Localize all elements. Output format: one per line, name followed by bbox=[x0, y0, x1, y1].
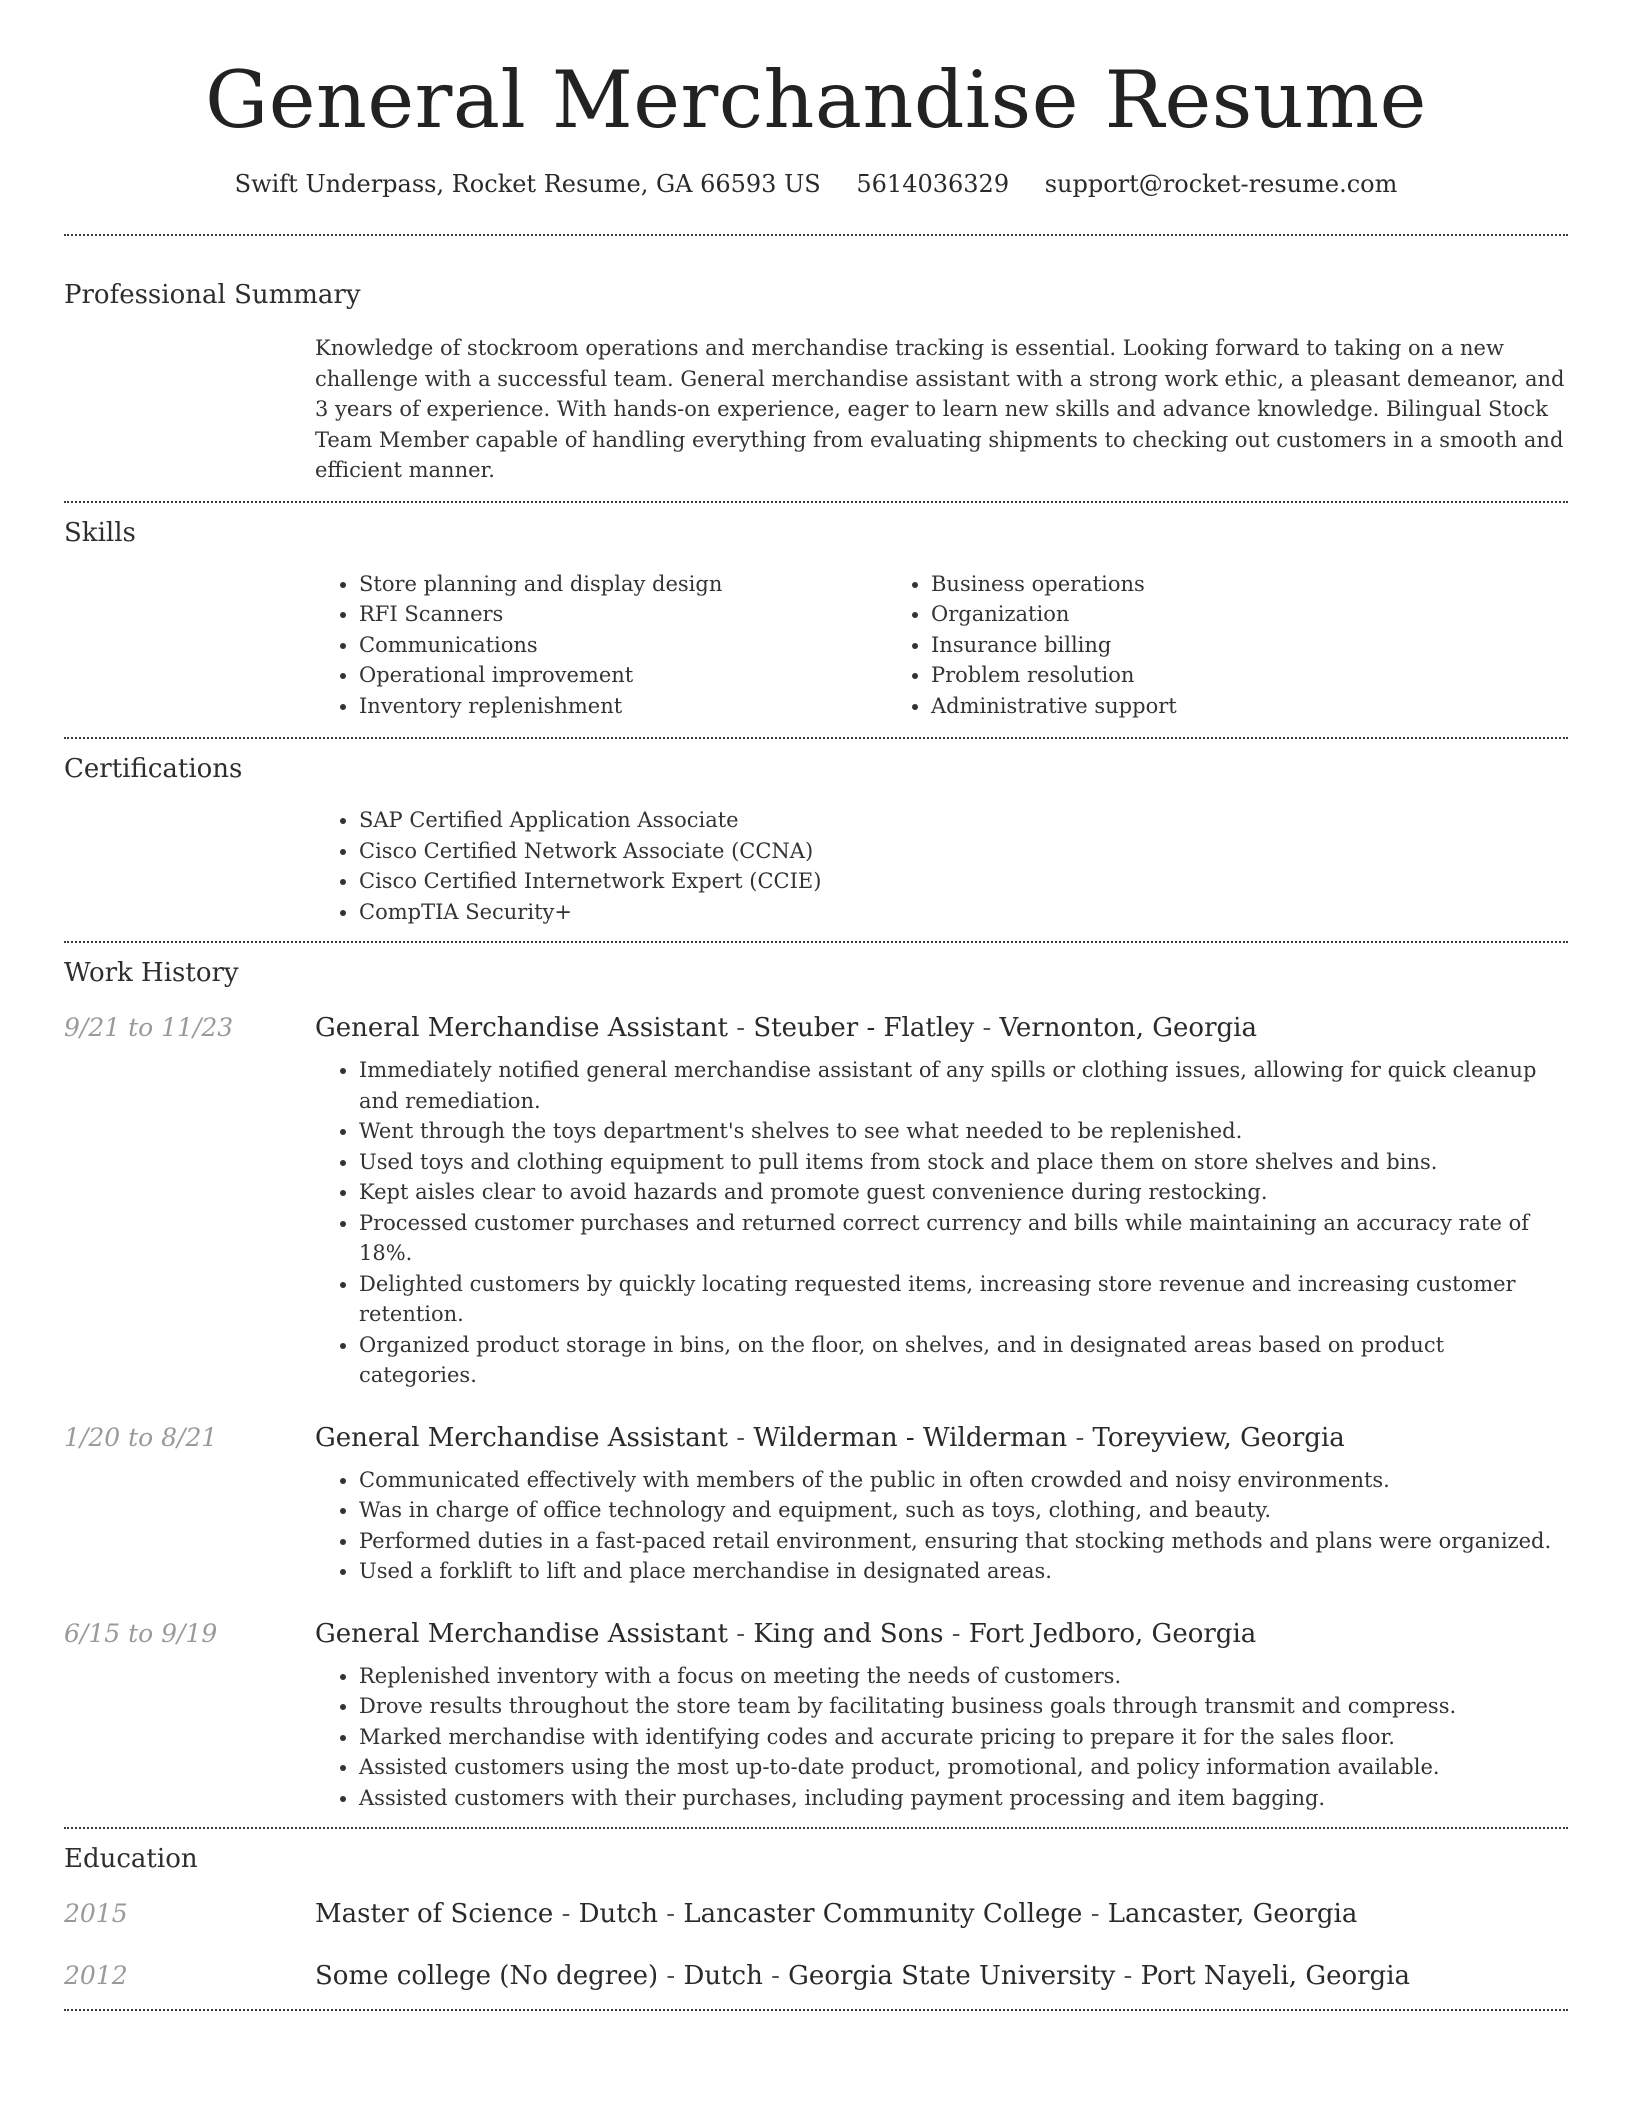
skill-item: • Administrative support bbox=[931, 691, 1459, 722]
section-divider bbox=[64, 2009, 1568, 2011]
job-bullet: • Was in charge of office technology and equipment, such as toys, clothing, and beauty. bbox=[359, 1495, 1568, 1526]
education-school: Georgia State University bbox=[788, 1961, 1116, 1991]
skills-heading: Skills bbox=[64, 517, 136, 548]
resume-page bbox=[64, 0, 1568, 2011]
job-bullet: • Processed customer purchases and returned correct currency and bills while maintaining an accuracy rate of 18%. bbox=[359, 1208, 1568, 1269]
job-bullet: • Marked merchandise with identifying codes and accurate pricing to prepare it for the sales floor. bbox=[359, 1722, 1568, 1753]
skills-list bbox=[315, 569, 1568, 722]
job-dates: 1/20 to 8/21 bbox=[64, 1422, 218, 1452]
job-bullet: • Performed duties in a fast-paced retail environment, ensuring that stocking methods and plans were organized. bbox=[359, 1526, 1568, 1557]
job-bullet: • Immediately notified general merchandise assistant of any spills or clothing issues, allowing for quick cleanup and remediation. bbox=[359, 1055, 1568, 1116]
summary-heading: Professional Summary bbox=[64, 280, 361, 310]
job-company: Steuber - Flatley bbox=[753, 1013, 975, 1043]
certifications-body bbox=[315, 805, 1568, 927]
contact-email: support@rocket-resume.com bbox=[1044, 170, 1398, 198]
job-bullet: • Used toys and clothing equipment to pull items from stock and place them on store shelves and bins. bbox=[359, 1147, 1568, 1178]
certifications-list bbox=[315, 805, 1568, 927]
job-bullet: • Assisted customers using the most up-to-date product, promotional, and policy information available. bbox=[359, 1752, 1568, 1783]
contact-line bbox=[64, 168, 1568, 200]
job-company: Wilderman - Wilderman bbox=[753, 1422, 1068, 1453]
job-details bbox=[315, 1055, 1568, 1391]
education-entry bbox=[64, 1961, 1568, 1991]
job-location: Vernonton, Georgia bbox=[999, 1013, 1257, 1043]
job-title-line: General Merchandise Assistant - Steuber - Flatley - Vernonton, Georgia bbox=[315, 1013, 1257, 1043]
job-header bbox=[64, 1013, 1568, 1043]
skill-item: • Operational improvement bbox=[359, 660, 887, 691]
job-details bbox=[315, 1661, 1568, 1814]
job-bullet: • Communicated effectively with members of the public in often crowded and noisy environments. bbox=[359, 1465, 1568, 1496]
work-history-heading: Work History bbox=[64, 958, 239, 988]
job-title-line: General Merchandise Assistant - Wilderman - Wilderman - Toreyview, Georgia bbox=[315, 1422, 1345, 1453]
job-location: Toreyview, Georgia bbox=[1092, 1422, 1345, 1453]
education-degree: Some college (No degree) bbox=[315, 1961, 659, 1991]
education-title-line: Some college (No degree) - Dutch - Georgia State University - Port Nayeli, Georgia bbox=[315, 1961, 1411, 1991]
job-dates: 9/21 to 11/23 bbox=[64, 1013, 234, 1042]
job-role: General Merchandise Assistant bbox=[315, 1618, 729, 1649]
education-title-line: Master of Science - Dutch - Lancaster Community College - Lancaster, Georgia bbox=[315, 1899, 1358, 1929]
skill-item: • RFI Scanners bbox=[359, 599, 887, 630]
skills-column-right bbox=[887, 569, 1459, 722]
contact-address: Swift Underpass, Rocket Resume, GA 66593 US bbox=[234, 170, 821, 198]
job-bullet: • Kept aisles clear to avoid hazards and promote guest convenience during restocking. bbox=[359, 1177, 1568, 1208]
education-entry bbox=[64, 1899, 1568, 1929]
certification-item: • Cisco Certified Internetwork Expert (CCIE) bbox=[359, 866, 1568, 897]
job-title-line: General Merchandise Assistant - King and Sons - Fort Jedboro, Georgia bbox=[315, 1618, 1257, 1649]
section-divider bbox=[64, 941, 1568, 943]
job-location: Fort Jedboro, Georgia bbox=[968, 1618, 1257, 1649]
education-field: Dutch bbox=[683, 1961, 763, 1991]
education-year: 2015 bbox=[64, 1899, 128, 1928]
resume-header bbox=[64, 0, 1568, 200]
skill-item: • Store planning and display design bbox=[359, 569, 887, 600]
education-field: Dutch bbox=[578, 1899, 658, 1929]
skill-item: • Business operations bbox=[931, 569, 1459, 600]
education-location: Lancaster, Georgia bbox=[1107, 1899, 1358, 1929]
education-degree: Master of Science bbox=[315, 1899, 554, 1929]
job-header bbox=[64, 1423, 1568, 1453]
section-divider bbox=[64, 1827, 1568, 1829]
job-bullet: • Drove results throughout the store team by facilitating business goals through transmit and compress. bbox=[359, 1691, 1568, 1722]
certifications-heading: Certifications bbox=[64, 754, 243, 784]
job-bullet: • Went through the toys department's shelves to see what needed to be replenished. bbox=[359, 1116, 1568, 1147]
certification-item: • CompTIA Security+ bbox=[359, 897, 1568, 928]
summary-body bbox=[315, 333, 1568, 486]
summary-text: Knowledge of stockroom operations and merchandise tracking is essential. Looking forward to taking on a new challenge with a successful team. General merchandise assistant with a strong work ethic, a pleasant demeanor, and 3 years of experience. With hands-on experience, eager to learn new skills and advance knowledge. Bilingual Stock Team Member capable of handling everything from evaluating shipments to checking out customers in a smooth and efficient manner. bbox=[315, 336, 1565, 482]
skill-item: • Organization bbox=[931, 599, 1459, 630]
skill-item: • Problem resolution bbox=[931, 660, 1459, 691]
skill-item: • Insurance billing bbox=[931, 630, 1459, 661]
certification-item: • SAP Certified Application Associate bbox=[359, 805, 1568, 836]
skills-column-left bbox=[315, 569, 887, 722]
job-bullet-list bbox=[315, 1465, 1568, 1587]
job-company: King and Sons bbox=[753, 1618, 944, 1649]
education-heading: Education bbox=[64, 1844, 198, 1874]
section-divider bbox=[64, 737, 1568, 739]
job-bullet: • Assisted customers with their purchases, including payment processing and item bagging. bbox=[359, 1783, 1568, 1814]
job-dates: 6/15 to 9/19 bbox=[64, 1618, 218, 1648]
section-divider bbox=[64, 234, 1568, 236]
job-bullet: • Organized product storage in bins, on the floor, on shelves, and in designated areas based on product categories. bbox=[359, 1330, 1568, 1391]
skill-item: • Communications bbox=[359, 630, 887, 661]
education-school: Lancaster Community College bbox=[683, 1899, 1083, 1929]
education-location: Port Nayeli, Georgia bbox=[1140, 1961, 1411, 1991]
job-bullet: • Delighted customers by quickly locating requested items, increasing store revenue and increasing customer retention. bbox=[359, 1269, 1568, 1330]
job-header bbox=[64, 1619, 1568, 1649]
job-details bbox=[315, 1465, 1568, 1587]
job-bullet: • Used a forklift to lift and place merchandise in designated areas. bbox=[359, 1556, 1568, 1587]
job-role: General Merchandise Assistant bbox=[315, 1013, 729, 1043]
job-bullet-list bbox=[315, 1661, 1568, 1814]
certification-item: • Cisco Certified Network Associate (CCNA) bbox=[359, 836, 1568, 867]
education-year: 2012 bbox=[64, 1961, 128, 1990]
skill-item: • Inventory replenishment bbox=[359, 691, 887, 722]
job-bullet-list bbox=[315, 1055, 1568, 1391]
section-divider bbox=[64, 501, 1568, 503]
contact-phone: 5614036329 bbox=[856, 170, 1010, 198]
resume-title: General Merchandise Resume bbox=[205, 54, 1427, 146]
job-role: General Merchandise Assistant bbox=[315, 1422, 729, 1453]
job-bullet: • Replenished inventory with a focus on meeting the needs of customers. bbox=[359, 1661, 1568, 1692]
